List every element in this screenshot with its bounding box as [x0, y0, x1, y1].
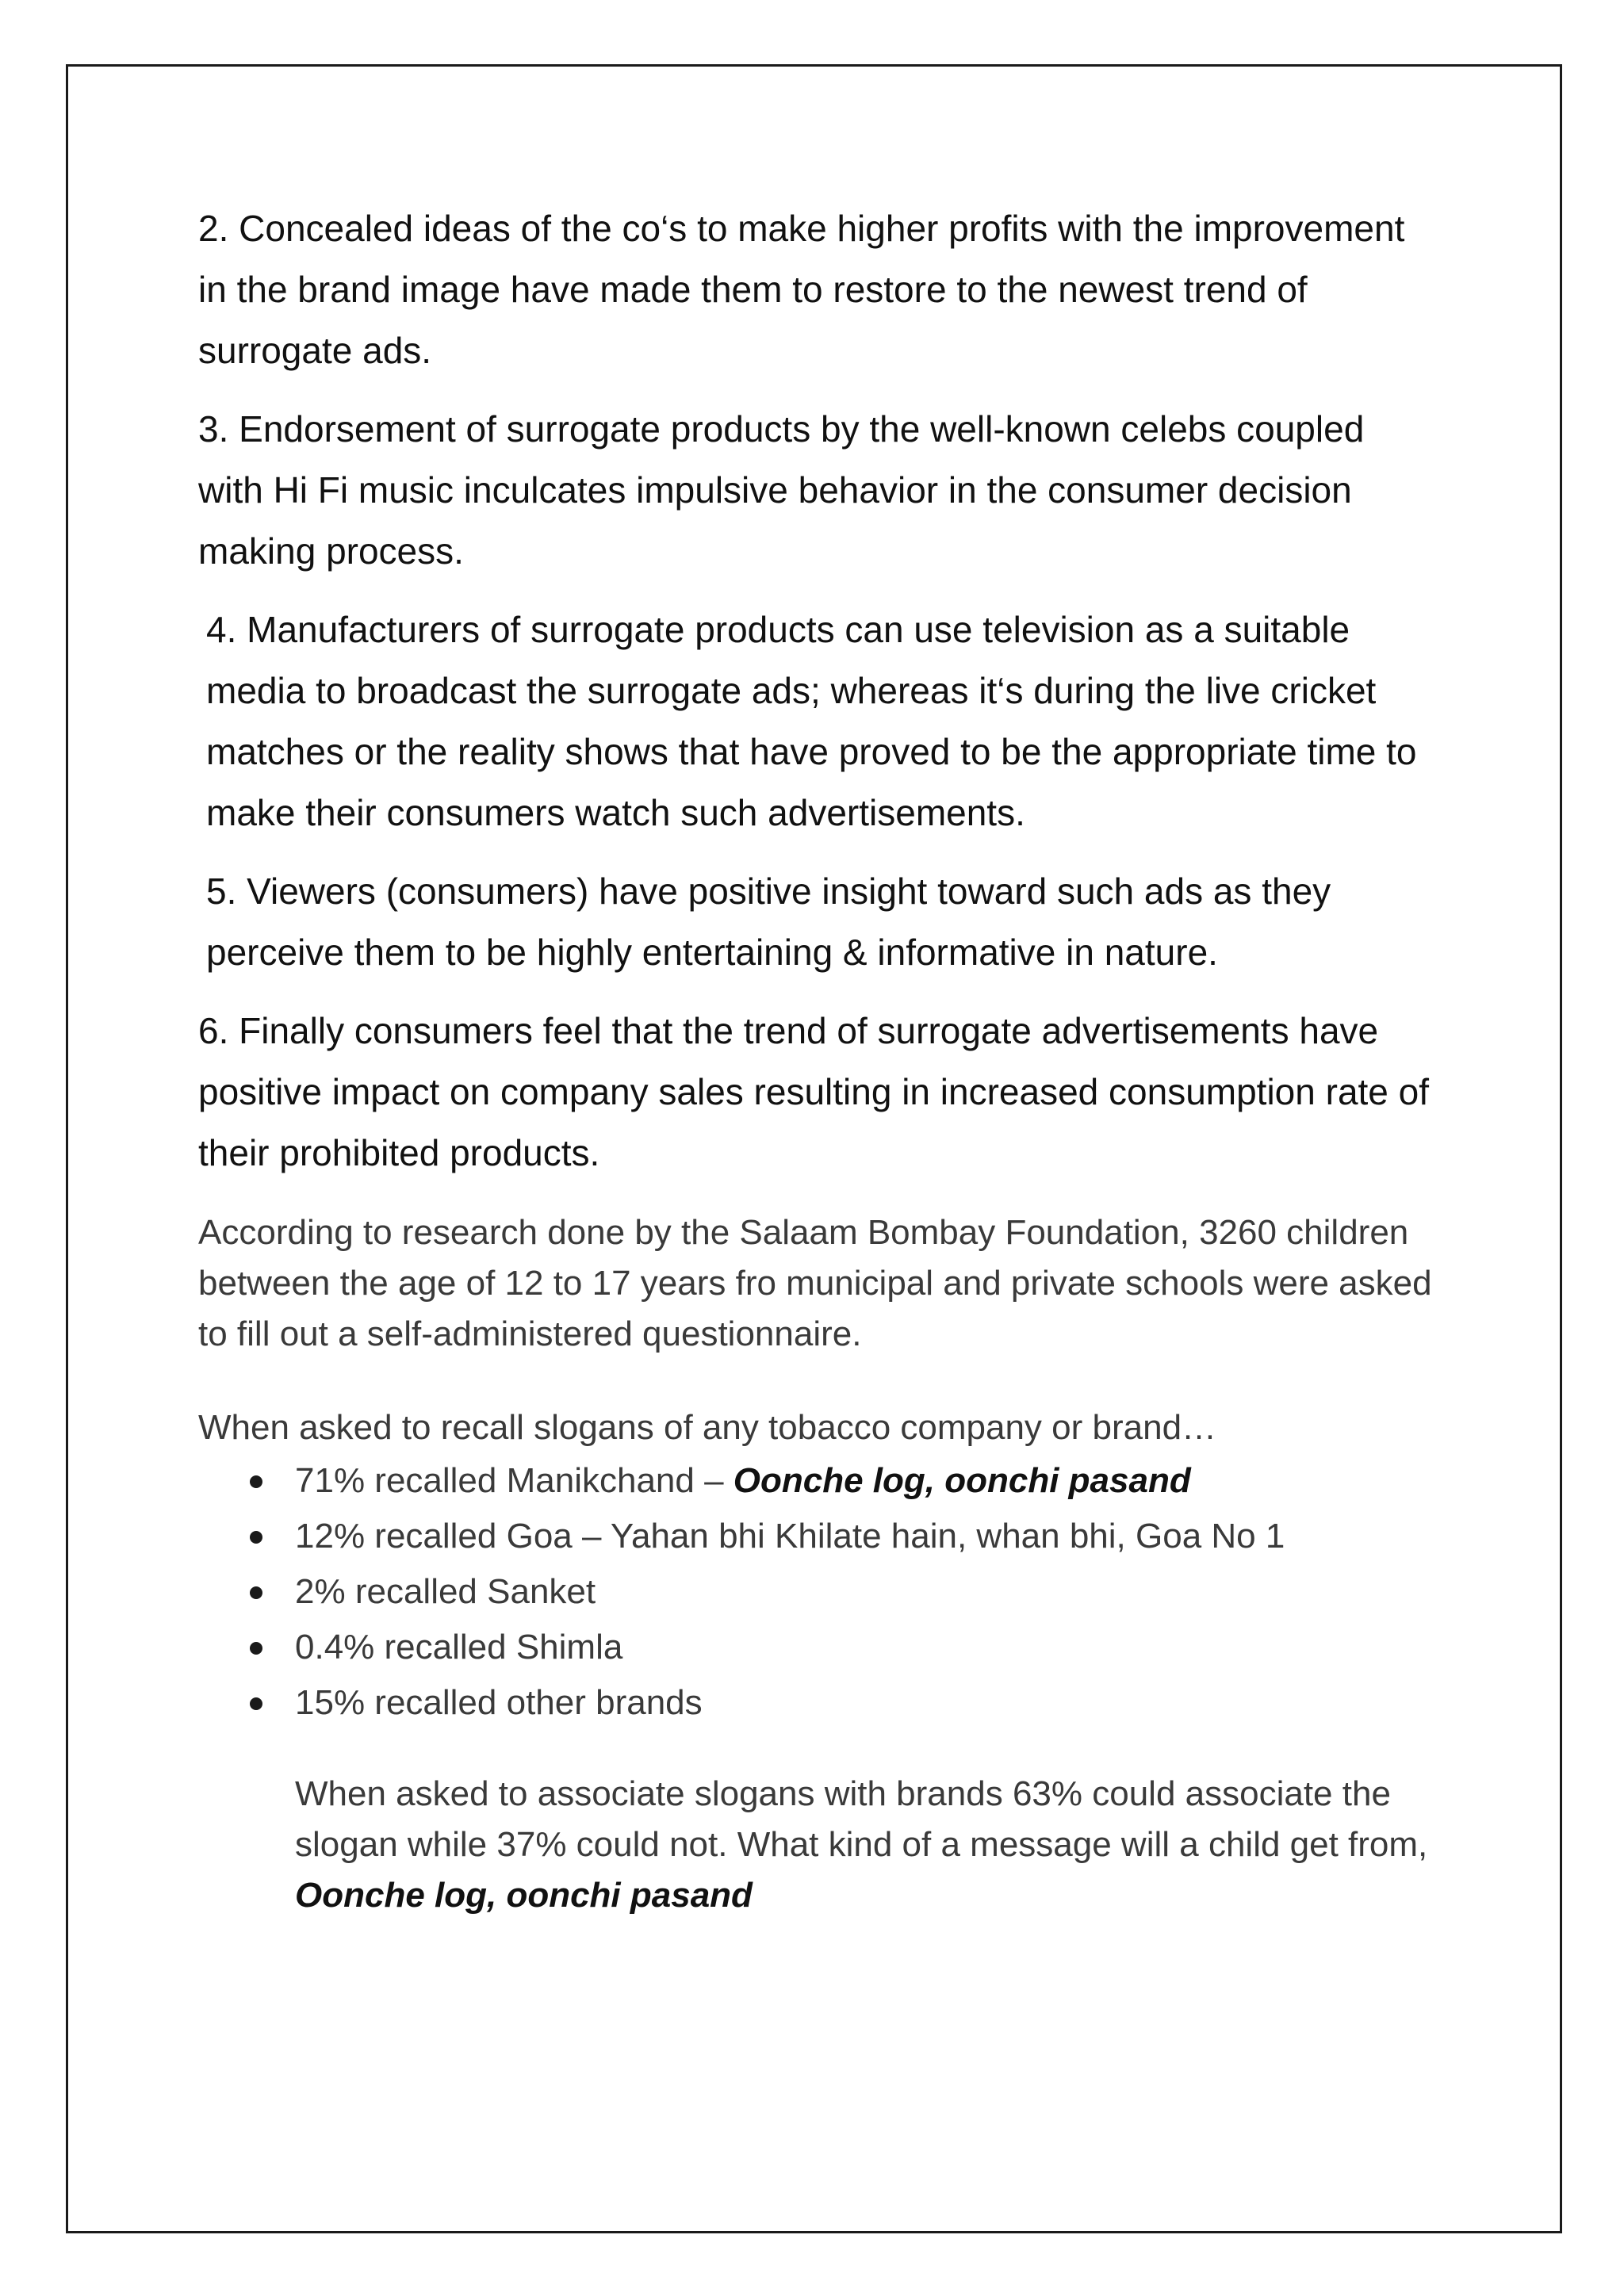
association-text: When asked to associate slogans with brands 63% could associate the slogan while 37% could not. What kind of a message will a child get from, — [295, 1774, 1428, 1864]
bullet-icon — [250, 1531, 262, 1544]
list-item-text: 12% recalled Goa – Yahan bhi Khilate hain, whan bhi, Goa No 1 — [295, 1517, 1285, 1556]
point-5: 5. Viewers (consumers) have positive insight toward such ads as they perceive them to be highly entertaining & informative in nature. — [206, 871, 1331, 973]
point-3: 3. Endorsement of surrogate products by the well-known celebs coupled with Hi Fi music inculcates impulsive behavior in the consumer decision making process. — [198, 408, 1365, 572]
point-4: 4. Manufacturers of surrogate products can use television as a suitable media to broadcast the surrogate ads; whereas it‘s during the live cricket matches or the reality shows that have proved to be the appropriate time to make their consumers watch such advertisements. — [206, 609, 1417, 833]
recall-list — [198, 1453, 1435, 1731]
list-item — [198, 1453, 1435, 1509]
list-item-text: 15% recalled other brands — [295, 1683, 703, 1722]
list-item — [198, 1509, 1435, 1564]
research-paragraph: According to research done by the Salaam Bombay Foundation, 3260 children between the age of 12 to 17 years fro municipal and private schools were asked to fill out a self-administered questionnaire. — [198, 1213, 1432, 1353]
bullet-icon — [250, 1475, 262, 1488]
document-body — [198, 198, 1435, 1921]
list-item-text: 0.4% recalled Shimla — [295, 1628, 623, 1667]
bullet-icon — [250, 1586, 262, 1599]
association-paragraph — [295, 1769, 1435, 1921]
point-6: 6. Finally consumers feel that the trend of surrogate advertisements have positive impact on company sales resulting in increased consumption rate of their prohibited products. — [198, 1010, 1430, 1173]
recall-intro: When asked to recall slogans of any tobacco company or brand… — [198, 1408, 1217, 1447]
list-item-text: 71% recalled Manikchand – — [295, 1461, 733, 1500]
slogan-text: Oonche log, oonchi pasand — [733, 1461, 1191, 1500]
list-item — [198, 1620, 1435, 1675]
list-item — [198, 1564, 1435, 1620]
bullet-icon — [250, 1642, 262, 1655]
point-2: 2. Concealed ideas of the co‘s to make higher profits with the improvement in the brand image have made them to restore to the newest trend of surrogate ads. — [198, 208, 1405, 371]
bullet-icon — [250, 1697, 262, 1710]
list-item — [198, 1675, 1435, 1731]
slogan-text: Oonche log, oonchi pasand — [295, 1876, 753, 1915]
list-item-text: 2% recalled Sanket — [295, 1572, 596, 1611]
